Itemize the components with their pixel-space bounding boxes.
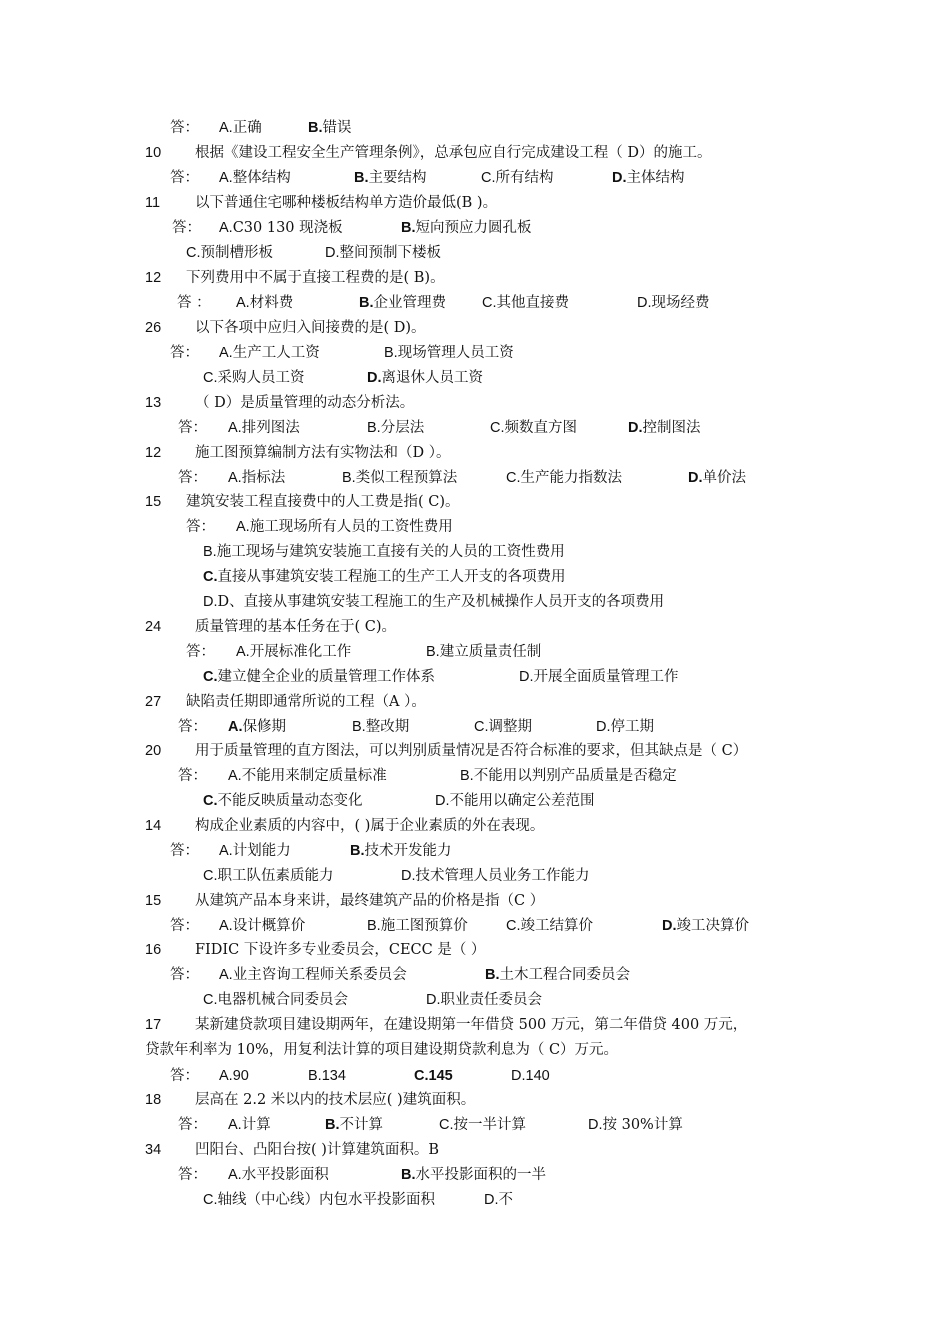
question-text: 用于质量管理的直方图法，可以判别质量情况是否符合标准的要求，但其缺点是（ C） [195,743,748,759]
option-c: 不能反映质量动态变化 [217,793,363,809]
answer-label: 答： [178,719,207,735]
option-a: 业主咨询工程师关系委员会 [232,967,407,983]
option-a: 生产工人工资 [232,345,320,361]
option-b: 现场管理人员工资 [397,345,514,361]
question-text: FIDIC 下设许多专业委员会，CECC 是（ ） [195,942,486,958]
question-number: 17 [145,1017,162,1033]
question-text: 根据《建设工程安全生产管理条例》，总承包应自行完成建设工程（ D）的施工。 [195,145,712,161]
option-c: 其他直接费 [496,295,569,311]
question-number: 11 [145,195,161,211]
option-d: D、直接从事建筑安装工程施工的生产及机械操作人员开支的各项费用 [217,594,665,610]
option-b: 水平投影面积的一半 [415,1167,546,1183]
answer-label: 答： [178,420,207,436]
question-number: 15 [145,494,162,510]
option-b: 施工现场与建筑安装施工直接有关的人员的工资性费用 [216,544,565,560]
option-b: 不能用以判别产品质量是否稳定 [473,768,677,784]
option-b: 土木工程合同委员会 [499,967,630,983]
question-number: 12 [145,270,162,286]
option-b: 分层法 [380,420,425,436]
option-c: 电器机械合同委员会 [217,992,348,1008]
option-d: 技术管理人员业务工作能力 [415,868,590,884]
option-c: 建立健全企业的质量管理工作体系 [217,669,435,685]
option-b: 企业管理费 [373,295,446,311]
option-d: 职业责任委员会 [440,992,542,1008]
question-text: 某新建贷款项目建设期两年，在建设期第一年借贷 500 万元，第二年借贷 400 万元， [195,1017,748,1033]
option-b: 建立质量责任制 [439,644,542,660]
question-number: 26 [145,320,162,336]
option-a: 排列图法 [241,420,300,436]
answer-label: 答： [170,345,199,361]
option-d: 140 [525,1068,550,1084]
option-c: 145 [428,1068,453,1084]
document-page: 答： A.正确 B.错误 10 根据《建设工程安全生产管理条例》，总承包应自行完成建设工程（ D）的施工。 答： A.整体结构 B.主要结构 C.所有结构 D.主体结构 11 以下普通住宅哪种楼板结构单方造价最低(B )。 答： A.C30 130 现浇板 B.短向预应力圆孔板 C.预制槽形板 D.整间预制下楼板 12 下列费用中不属于直接工程费的是( B)。 答 ： A.材料费 B.企业管理费 C.其他直接费 D.现场经费 26 以下各项中应归入间接费的是( D)。 答： A.生产工人工资 B.现场管理人员工资 C.采购人员工资 D.离退休人员工资 13 （ D）是质量管理的动态分析法。 答： A.排列图法 B.分层法 C.频数直方图 D.控制图法 12 施工图预算编制方法有实物法和（D ）。 答： A.指标法 B.类似工程预算法 C.生产能力指数法 D.单价法 15 建筑安装工程直接费中的人工费是指( C)。 答： A.施工现场所有人员的工资性费用 B.施工现场与建筑安装施工直接有关的人员的工资性费用 C.直接从事建筑安装工程施工的生产工人开支的各项费用 D.D、直接从事建筑安装工程施工的生产及机械操作人员开支的各项费用 24 质量管理的基本任务在于( C)。 答： A.开展标准化工作 B.建立质量责任制 C.建立健全企业的质量管理工作体系 D.开展全面质量管理工作 27 缺陷责任期即通常所说的工程（A ）。 答： A.保修期 B.整改期 C.调整期 D.停工期 20 用于质量管理的直方图法，可以判别质量情况是否符合标准的要求，但其缺点是（ C） 答： A.不能用来制定质量标准 B.不能用以判别产品质量是否稳定 C.不能反映质量动态变化 D.不能用以确定公差范围 14 构成企业素质的内容中，( )属于企业素质的外在表现。 答： A.计划能力 B.技术开发能力 C.职工队伍素质能力 D.技术管理人员业务工作能力 15 从建筑产品本身来讲，最终建筑产品的价格是指（C ） 答： A.设计概算价 B.施工图预算价 C.竣工结算价 D.竣工决算价 16 FIDIC 下设许多专业委员会，CECC 是（ ） 答： A.业主咨询工程师关系委员会 B.土木工程合同委员会 C.电器机械合同委员会 D.职业责任委员会 17 某新建贷款项目建设期两年，在建设期第一年借贷 500 万元，第二年借贷 400 万元， 贷款年利率为 10%，用复利法计算的项目建设期贷款利息为（ C）万元。 答： A.90 B.134 C.145 D.140 18 层高在 2.2 米以内的技术层应( )建筑面积。 答： A.计算 B.不计算 C.按一半计算 D.按 30%计算 34 凹阳台、凸阳台按( )计算建筑面积。B 答： A.水平投影面积 B.水平投影面积的一半 C.轴线（中心线）内包水平投影面积 D.不 [145,120,749,1208]
option-a: 材料费 [249,295,294,311]
option-b: 错误 [322,120,352,136]
option-a: 开展标准化工作 [249,644,352,660]
option-d: 单价法 [702,470,746,486]
question-number: 12 [145,445,162,461]
question-text: 从建筑产品本身来讲，最终建筑产品的价格是指（C ） [195,893,545,909]
question-text: （ D）是质量管理的动态分析法。 [195,395,415,411]
option-c: 竣工结算价 [520,918,593,934]
option-b: 整改期 [365,719,410,735]
option-d: 离退休人员工资 [381,370,483,386]
option-c: 轴线（中心线）内包水平投影面积 [217,1192,435,1208]
option-b: 134 [321,1068,346,1084]
option-d: 现场经费 [651,295,710,311]
option-d: 不 [498,1192,513,1208]
option-a: 整体结构 [232,170,291,186]
option-a: 施工现场所有人员的工资性费用 [249,519,453,535]
option-a: 保修期 [242,719,286,735]
question-number: 18 [145,1092,162,1108]
option-b: 短向预应力圆孔板 [415,220,532,236]
question-text: 建筑安装工程直接费中的人工费是指( C)。 [186,494,460,510]
question-number: 10 [145,145,162,161]
answer-label: 答： [170,918,199,934]
answer-label: 答： [170,843,199,859]
option-d: 整间预制下楼板 [339,245,441,261]
answer-label: 答： [170,120,199,136]
option-d: 主体结构 [626,170,685,186]
question-number: 34 [145,1142,162,1158]
option-d: 开展全面质量管理工作 [533,669,679,685]
option-b: 技术开发能力 [364,843,452,859]
option-a: 正确 [232,120,262,136]
question-text: 构成企业素质的内容中，( )属于企业素质的外在表现。 [195,818,545,834]
option-c: 采购人员工资 [217,370,305,386]
option-c: 直接从事建筑安装工程施工的生产工人开支的各项费用 [217,569,566,585]
option-c: 生产能力指数法 [520,470,622,486]
option-c: 调整期 [488,719,532,735]
option-d: 竣工决算价 [676,918,749,934]
option-c: 所有结构 [495,170,554,186]
option-d: 不能用以确定公差范围 [449,793,595,809]
question-text-continued: 贷款年利率为 10%，用复利法计算的项目建设期贷款利息为（ C）万元。 [145,1042,619,1058]
option-d: 控制图法 [642,420,701,436]
option-b: 施工图预算价 [380,918,468,934]
question-text: 层高在 2.2 米以内的技术层应( )建筑面积。 [195,1092,476,1108]
question-number: 27 [145,694,162,710]
answer-label: 答： [186,644,215,660]
option-a: 计划能力 [232,843,291,859]
option-c: 预制槽形板 [200,245,273,261]
option-a: 指标法 [241,470,286,486]
answer-label: 答： [186,519,215,535]
question-text: 施工图预算编制方法有实物法和（D ）。 [195,445,451,461]
question-number: 13 [145,395,162,411]
question-number: 15 [145,893,162,909]
option-a: 水平投影面积 [241,1167,329,1183]
option-c: 职工队伍素质能力 [217,868,334,884]
option-b: 不计算 [339,1117,383,1133]
option-b: 类似工程预算法 [355,470,458,486]
question-number: 14 [145,818,162,834]
option-d: 按 30%计算 [602,1117,683,1133]
question-number: 20 [145,743,162,759]
option-a: C30 130 现浇板 [232,220,343,236]
question-text: 凹阳台、凸阳台按( )计算建筑面积。B [195,1142,440,1158]
option-a: 计算 [241,1117,271,1133]
option-b: 主要结构 [368,170,427,186]
answer-label: 答： [178,1117,207,1133]
answer-label: 答： [178,1167,207,1183]
question-number: 16 [145,942,162,958]
question-text: 缺陷责任期即通常所说的工程（A ）。 [186,694,426,710]
answer-label: 答 ： [177,295,211,311]
option-a: 设计概算价 [232,918,306,934]
option-a: 不能用来制定质量标准 [241,768,387,784]
question-number: 24 [145,619,162,635]
option-c: 频数直方图 [504,420,577,436]
answer-label: 答： [170,967,199,983]
answer-label: 答： [172,220,201,236]
answer-label: 答： [170,1068,199,1084]
question-text: 以下普通住宅哪种楼板结构单方造价最低(B )。 [195,195,498,211]
answer-label: 答： [178,470,207,486]
option-c: 按一半计算 [453,1117,526,1133]
question-text: 以下各项中应归入间接费的是( D)。 [195,320,426,336]
option-a: 90 [232,1068,249,1084]
answer-label: 答： [170,170,199,186]
answer-label: 答： [178,768,207,784]
option-d: 停工期 [610,719,654,735]
question-text: 下列费用中不属于直接工程费的是( B)。 [186,270,445,286]
question-text: 质量管理的基本任务在于( C)。 [195,619,397,635]
